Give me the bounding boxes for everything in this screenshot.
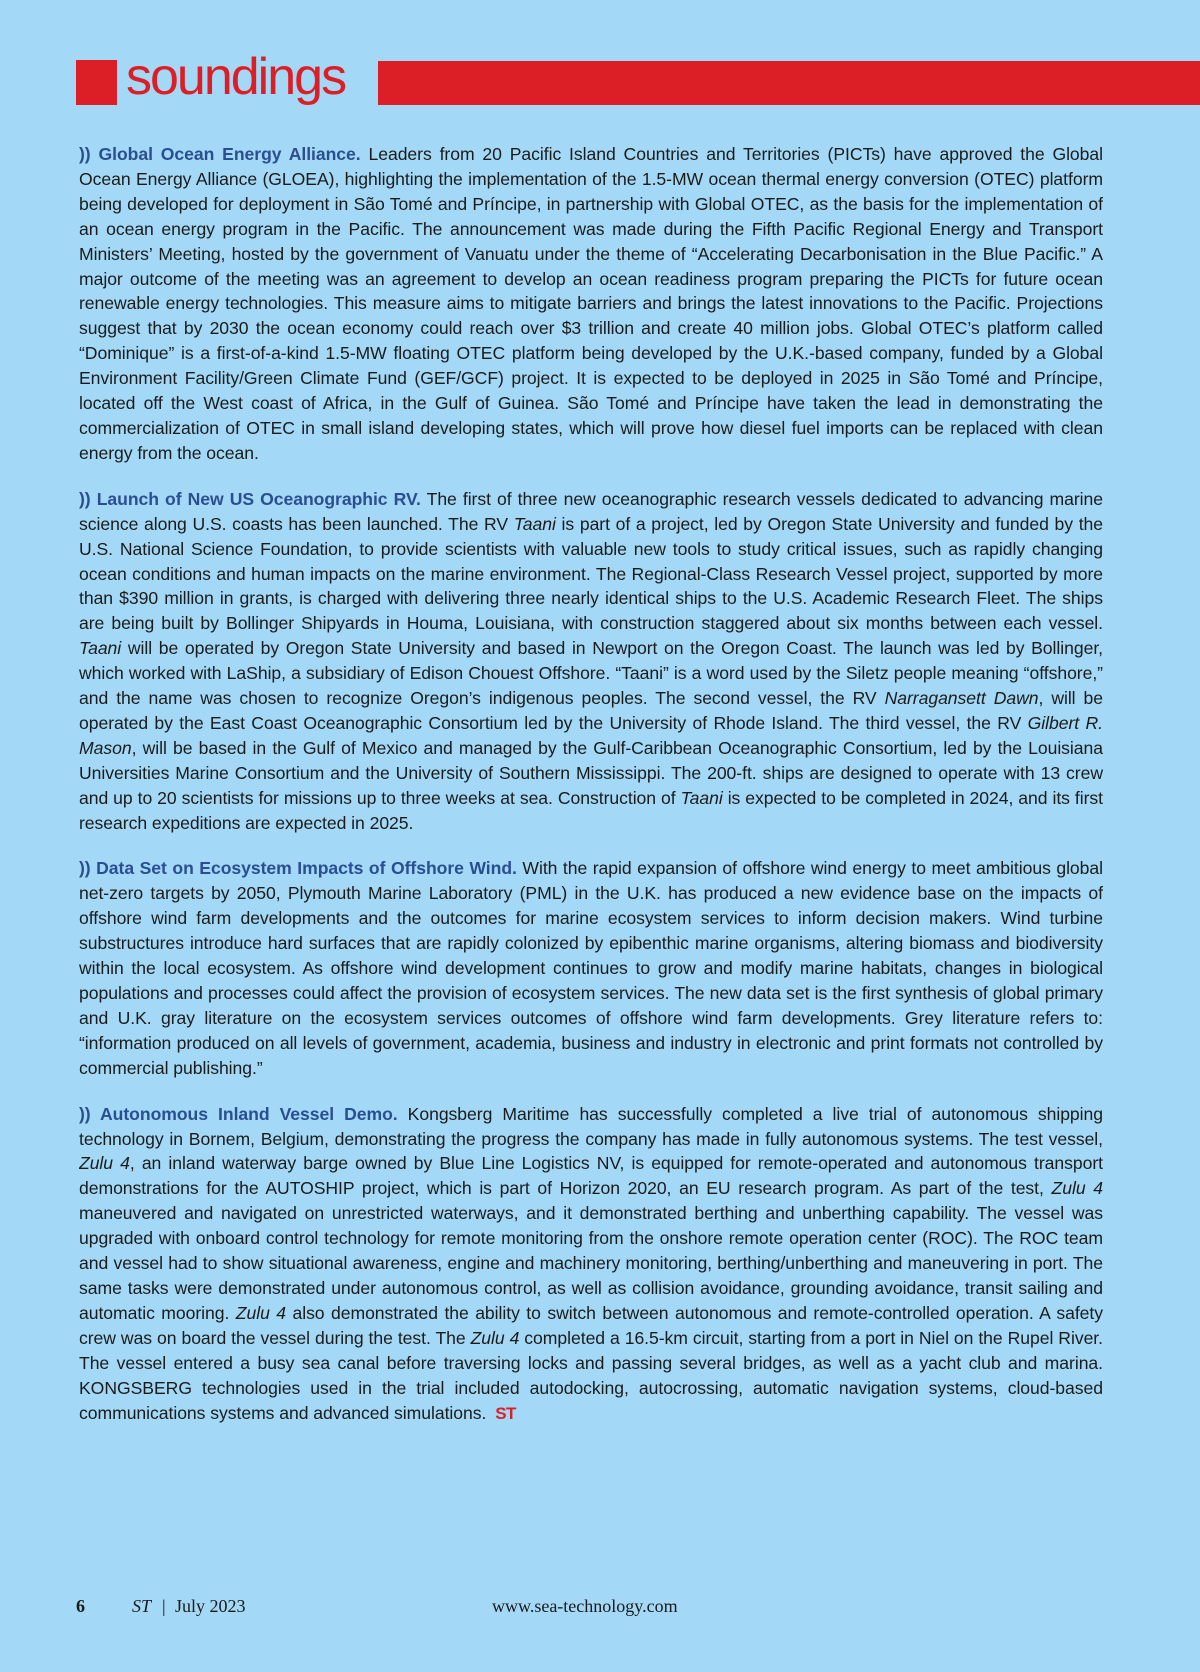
headline-text: Data Set on Ecosystem Impacts of Offshore Wind. xyxy=(96,858,517,879)
body-text: maneuvered and navigated on unrestricted waterways, and it demonstrated berthing and unberthing capability. The vessel was upgraded with onboard control technology for remote monitoring from the onshore remote operation center (ROC). The ROC team and vessel had to show situational awareness, engine and machinery monitoring, berthing/unberthing and maneuvering in port. The same tasks were demonstrated under autonomous control, as well as collision avoidance, grounding avoidance, transit sailing and automatic mooring. xyxy=(79,1203,1103,1323)
body-text: is part of a project, led by Oregon State University and funded by the U.S. National Science Foundation, to provide scientists with valuable new tools to study critical issues, such as rapidly changing ocean conditions and human impacts on the marine environment. The Regional-Class Research Vessel project, supported by more than $390 million in grants, is charged with delivering three nearly identical ships to the U.S. Academic Research Fleet. The ships are being built by Bollinger Shipyards in Houma, Louisiana, with construction staggered about six months between each vessel. xyxy=(79,513,1103,634)
article-headline xyxy=(79,489,421,509)
article-offshore-wind-data-set xyxy=(79,856,1103,1080)
body-text: With the rapid expansion of offshore wind energy to meet ambitious global net-zero targets by 2050, Plymouth Marine Laboratory (PML) in the U.K. has produced a new evidence base on the impacts of offshore wind farm developments and the outcomes for marine ecosystem services to inform decision makers. Wind turbine substructures introduce hard surfaces that are rapidly colonized by epibenthic marine organisms, altering biomass and biodiversity within the local ecosystem. As offshore wind development continues to grow and modify marine habitats, changes in biological populations and processes could affect the provision of ecosystem services. The new data set is the first synthesis of global primary and U.K. gray literature on the ecosystem services outcomes of offshore wind farm developments. Grey literature refers to: “information produced on all levels of government, academia, business and industry in electronic and print formats not controlled by commercial publishing.” xyxy=(79,858,1103,1078)
magazine-name: ST xyxy=(132,1596,152,1616)
headline-text: Launch of New US Oceanographic RV. xyxy=(96,488,421,509)
end-of-article-mark: ST xyxy=(495,1403,516,1423)
page-number: 6 xyxy=(76,1596,85,1616)
italic-vessel-name: Taani xyxy=(79,638,122,659)
body-text: will be operated by Oregon State University and based in Newport on the Oregon Coast. The launch was led by Bollinger, which worked with LaShip, a subsidiary of Edison Chouest Offshore. “Taani” is a word used by the Siletz people meaning “offshore,” and the name was chosen to recognize Oregon’s indigenous peoples. The second vessel, the RV xyxy=(79,638,1103,709)
header-red-bar xyxy=(378,61,1200,105)
header-square-mark xyxy=(76,60,117,105)
article-headline xyxy=(79,858,517,878)
page-footer xyxy=(76,1596,1126,1626)
body-text: , will be based in the Gulf of Mexico and managed by the Gulf-Caribbean Oceanographic Consortium, led by the Louisiana Universities Marine Consortium and the University of Southern Mississippi. The 200-ft. ships are designed to operate with 13 crew and up to 20 scientists for missions up to three weeks at sea. Construction of xyxy=(79,737,1103,808)
article-body xyxy=(79,144,1103,463)
body-text: also demonstrated the ability to switch between autonomous and remote-controlled operation. A safety crew was on board the vessel during the test. The xyxy=(79,1302,1103,1348)
italic-vessel-name: Taani xyxy=(680,787,723,808)
website-url: www.sea-technology.com xyxy=(492,1596,678,1616)
article-autonomous-inland-vessel xyxy=(79,1102,1103,1427)
body-text: Leaders from 20 Pacific Island Countries and Territories (PICTs) have approved the Global Ocean Energy Alliance (GLOEA), highlighting the implementation of the 1.5-MW ocean thermal energy conversion (OTEC) platform being developed for deployment in São Tomé and Príncipe, in partnership with Global OTEC, as the basis for the implementation of an ocean energy program in the Pacific. The announcement was made during the Fifth Pacific Regional Energy and Transport Ministers’ Meeting, hosted by the government of Vanuatu under the theme of “Accelerating Decarbonisation in the Blue Pacific.” A major outcome of the meeting was an agreement to develop an ocean readiness program preparing the PICTs for future ocean renewable energy technologies. This measure aims to mitigate barriers and brings the latest innovations to the Pacific. Projections suggest that by 2030 the ocean economy could reach over $3 trillion and create 40 million jobs. Global OTEC’s platform called “Dominique” is a first-of-a-kind 1.5-MW floating OTEC platform being developed by the U.K.-based company, funded by a Global Environment Facility/Green Climate Fund (GEF/GCF) project. It is expected to be deployed in 2025 in São Tomé and Príncipe, located off the West coast of Africa, in the Gulf of Guinea. São Tomé and Príncipe have taken the lead in demonstrating the commercialization of OTEC in small island developing states, which will prove how diesel fuel imports can be replaced with clean energy from the ocean. xyxy=(79,144,1103,463)
article-marker: )) xyxy=(79,1103,91,1124)
italic-vessel-name: Zulu 4 xyxy=(235,1302,287,1323)
italic-vessel-name: Taani xyxy=(513,513,556,534)
italic-vessel-name: Zulu 4 xyxy=(1051,1178,1103,1199)
section-header xyxy=(76,48,1200,113)
footer-separator: | xyxy=(162,1596,166,1616)
article-body xyxy=(79,489,1103,833)
body-text: , will be operated by the East Coast Oceanographic Consortium led by the University of Rhode Island. The third vessel, the RV xyxy=(79,688,1103,733)
article-marker: )) xyxy=(79,858,91,879)
body-text: is expected to be completed in 2024, and its first research expeditions are expected in 2025. xyxy=(79,787,1103,833)
article-headline xyxy=(79,144,361,164)
article-column xyxy=(79,142,1103,1562)
issue-date: July 2023 xyxy=(175,1596,246,1616)
article-body xyxy=(79,858,1103,1077)
italic-vessel-name: Gilbert R. Mason xyxy=(79,712,1103,758)
article-marker: )) xyxy=(79,144,91,164)
headline-text: Global Ocean Energy Alliance. xyxy=(98,144,361,164)
section-title: soundings xyxy=(126,48,346,106)
article-global-ocean-energy-alliance xyxy=(79,142,1103,466)
italic-vessel-name: Zulu 4 xyxy=(470,1327,520,1348)
article-headline xyxy=(79,1104,398,1124)
body-text: , an inland waterway barge owned by Blue Line Logistics NV, is equipped for remote-operated and autonomous transport demonstrations for the AUTOSHIP project, which is part of Horizon 2020, an EU research program. As part of the test, xyxy=(79,1153,1103,1199)
headline-text: Autonomous Inland Vessel Demo. xyxy=(100,1103,398,1124)
body-text: completed a 16.5-km circuit, starting from a port in Niel on the Rupel River. The vessel entered a busy sea canal before traversing locks and passing several bridges, as well as a yacht club and marina. KONGSBERG technologies used in the trial included autodocking, autocrossing, automatic navigation systems, cloud-based communications systems and advanced simulations. xyxy=(79,1327,1103,1423)
article-marker: )) xyxy=(79,488,91,509)
article-launch-oceanographic-rv xyxy=(79,487,1103,836)
italic-vessel-name: Zulu 4 xyxy=(79,1153,130,1174)
article-body xyxy=(79,1104,1103,1423)
body-text: The first of three new oceanographic research vessels dedicated to advancing marine science along U.S. coasts has been launched. The RV xyxy=(79,488,1103,534)
body-text: Kongsberg Maritime has successfully completed a live trial of autonomous shipping technology in Bornem, Belgium, demonstrating the progress the company has made in fully autonomous systems. The test vessel, xyxy=(79,1103,1103,1149)
italic-vessel-name: Narragansett Dawn xyxy=(884,688,1039,709)
